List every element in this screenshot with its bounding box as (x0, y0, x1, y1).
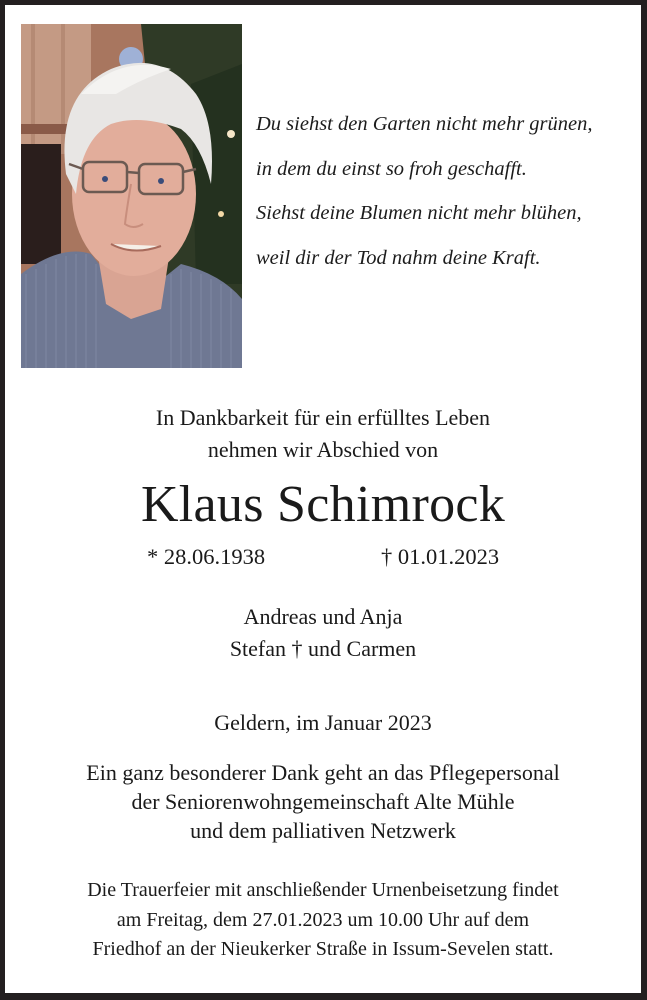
mourner-line: Stefan † und Carmen (229, 636, 417, 661)
ceremony-info (5, 876, 641, 965)
portrait-illustration (21, 24, 242, 368)
memorial-poem (256, 102, 646, 280)
ceremony-line: Die Trauerfeier mit anschließender Urnenbeisetzung findet (87, 879, 559, 901)
place-and-date: Geldern, im Januar 2023 (214, 710, 432, 735)
poem-line: Du siehst den Garten nicht mehr grünen, (256, 113, 593, 135)
death-date: † 01.01.2023 (381, 544, 500, 569)
thanks-line: der Seniorenwohngemeinschaft Alte Mühle (131, 789, 515, 814)
poem-line: weil dir der Tod nahm deine Kraft. (256, 246, 541, 269)
obituary-card (5, 5, 641, 993)
thanks-line: Ein ganz besonderer Dank geht an das Pflegepersonal (86, 760, 560, 785)
ceremony-line: am Freitag, dem 27.01.2023 um 10.00 Uhr auf dem (116, 908, 530, 931)
intro-line: nehmen wir Abschied von (207, 437, 439, 462)
farewell-intro (5, 402, 641, 466)
mourner-line: Andreas und Anja (243, 604, 403, 629)
thanks-note (5, 758, 641, 845)
mourners-list (5, 601, 641, 665)
ceremony-line: Friedhof an der Nieukerker Straße in Issum-Sevelen statt. (92, 938, 554, 960)
intro-line: In Dankbarkeit für ein erfülltes Leben (155, 405, 491, 430)
poem-line: in dem du einst so froh geschafft. (256, 157, 527, 180)
portrait-photo (21, 24, 242, 368)
poem-line: Siehst deine Blumen nicht mehr blühen, (256, 202, 582, 224)
birth-date: * 28.06.1938 (147, 544, 266, 569)
thanks-line: und dem palliativen Netzwerk (190, 818, 456, 843)
deceased-name: Klaus Schimrock (140, 476, 506, 533)
